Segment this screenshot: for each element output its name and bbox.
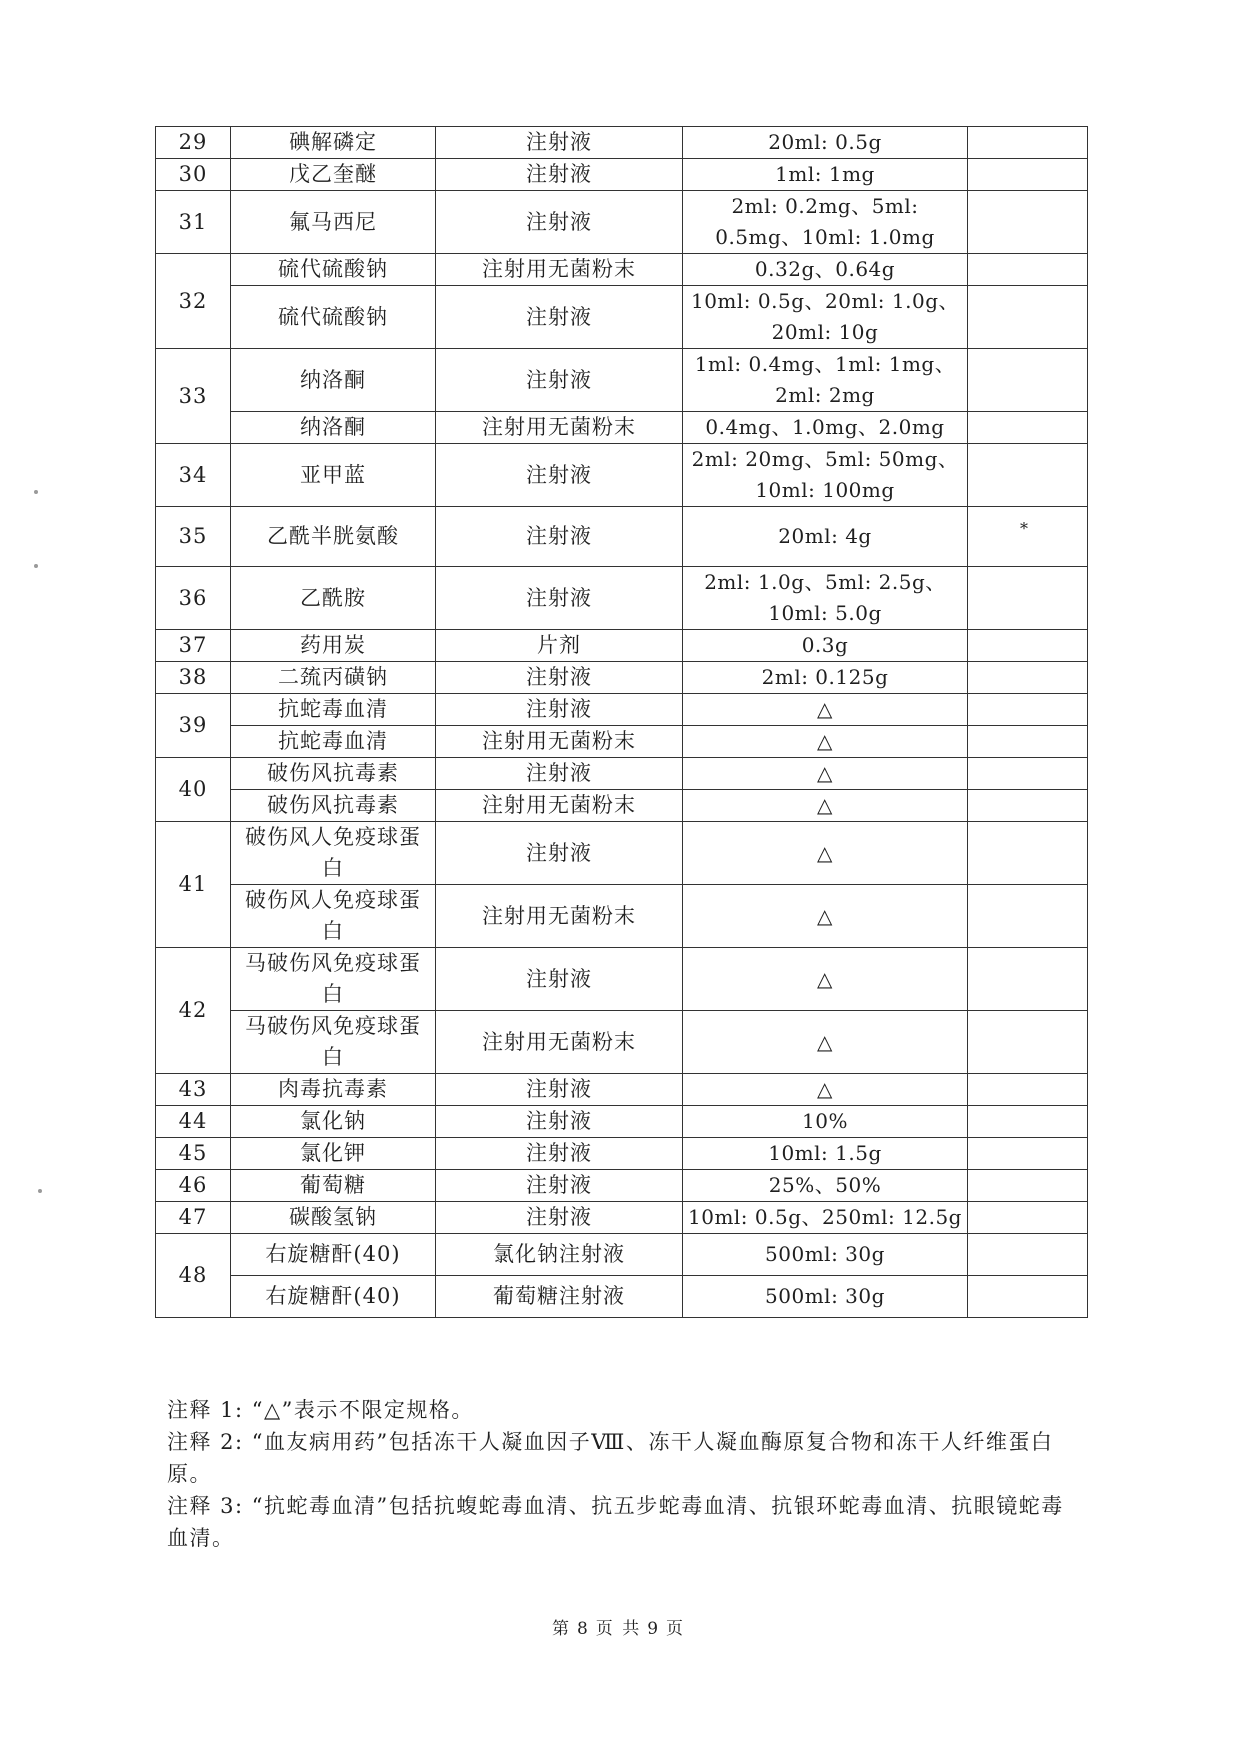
row-number: 34 [156,444,231,507]
remark [968,349,1088,412]
specification: 10ml: 1.5g [683,1138,968,1170]
row-number: 41 [156,822,231,948]
row-number: 33 [156,349,231,444]
notes-section [167,1394,1077,1554]
dosage-form: 注射用无菌粉末 [436,885,683,948]
remark [968,127,1088,159]
remark [968,1170,1088,1202]
dosage-form: 注射液 [436,444,683,507]
drug-name: 药用炭 [231,630,436,662]
drug-name: 抗蛇毒血清 [231,726,436,758]
remark [968,630,1088,662]
table-row [156,885,1088,948]
drug-name: 破伤风抗毒素 [231,790,436,822]
specification: 2ml: 1.0g、5ml: 2.5g、10ml: 5.0g [683,567,968,630]
dosage-form: 注射液 [436,567,683,630]
table-row [156,567,1088,630]
drug-name: 碳酸氢钠 [231,1202,436,1234]
specification: 2ml: 20mg、5ml: 50mg、10ml: 100mg [683,444,968,507]
row-number: 36 [156,567,231,630]
row-number: 43 [156,1074,231,1106]
table-row [156,159,1088,191]
drug-table [155,126,1088,1318]
drug-name: 氟马西尼 [231,191,436,254]
specification: 0.4mg、1.0mg、2.0mg [683,412,968,444]
table-row [156,1202,1088,1234]
scan-dot [38,1189,42,1193]
row-number: 29 [156,127,231,159]
drug-name: 右旋糖酐(40) [231,1276,436,1318]
specification: 1ml: 1mg [683,159,968,191]
table-row [156,191,1088,254]
drug-name: 纳洛酮 [231,412,436,444]
row-number: 38 [156,662,231,694]
table-row [156,412,1088,444]
specification: △ [683,694,968,726]
drug-name: 亚甲蓝 [231,444,436,507]
footer-middle: 页 共 [595,1619,642,1639]
scan-dot [34,490,38,494]
remark [968,1202,1088,1234]
remark [968,159,1088,191]
remark [968,948,1088,1011]
specification: 1ml: 0.4mg、1ml: 1mg、2ml: 2mg [683,349,968,412]
dosage-form: 注射液 [436,822,683,885]
footer-total-pages: 9 [647,1619,661,1639]
row-number: 47 [156,1202,231,1234]
drug-name: 抗蛇毒血清 [231,694,436,726]
drug-name: 破伤风人免疫球蛋白 [231,822,436,885]
drug-name: 纳洛酮 [231,349,436,412]
dosage-form: 注射液 [436,1202,683,1234]
dosage-form: 注射液 [436,507,683,567]
remark [968,726,1088,758]
scan-dot [34,564,38,568]
drug-name: 硫代硫酸钠 [231,286,436,349]
remark [968,790,1088,822]
note-3: 注释 3: “抗蛇毒血清”包括抗蝮蛇毒血清、抗五步蛇毒血清、抗银环蛇毒血清、抗眼镜蛇毒血清。 [167,1494,1064,1550]
table-row [156,726,1088,758]
drug-name: 葡萄糖 [231,1170,436,1202]
row-number: 42 [156,948,231,1074]
dosage-form: 注射液 [436,694,683,726]
table-row [156,1011,1088,1074]
table-row [156,1106,1088,1138]
table-row [156,254,1088,286]
table-row [156,790,1088,822]
dosage-form: 注射液 [436,349,683,412]
dosage-form: 注射液 [436,1170,683,1202]
dosage-form: 注射液 [436,758,683,790]
dosage-form: 注射液 [436,1106,683,1138]
row-number: 30 [156,159,231,191]
specification: △ [683,758,968,790]
drug-name: 氯化钾 [231,1138,436,1170]
row-number: 48 [156,1234,231,1318]
drug-name: 氯化钠 [231,1106,436,1138]
drug-name: 硫代硫酸钠 [231,254,436,286]
specification: △ [683,1074,968,1106]
note-1: 注释 1: “△”表示不限定规格。 [167,1398,474,1422]
row-number: 40 [156,758,231,822]
table-row [156,694,1088,726]
dosage-form: 注射液 [436,191,683,254]
specification: 10% [683,1106,968,1138]
remark [968,286,1088,349]
drug-name: 碘解磷定 [231,127,436,159]
remark [968,191,1088,254]
table-row [156,662,1088,694]
table-row [156,630,1088,662]
row-number: 39 [156,694,231,758]
specification: △ [683,822,968,885]
table-row [156,1276,1088,1318]
dosage-form: 注射用无菌粉末 [436,254,683,286]
row-number: 45 [156,1138,231,1170]
table-row [156,1234,1088,1276]
dosage-form: 注射液 [436,159,683,191]
specification: 20ml: 0.5g [683,127,968,159]
dosage-form: 葡萄糖注射液 [436,1276,683,1318]
drug-name: 肉毒抗毒素 [231,1074,436,1106]
table-row [156,758,1088,790]
specification: △ [683,885,968,948]
specification: △ [683,948,968,1011]
row-number: 32 [156,254,231,349]
table-row [156,286,1088,349]
dosage-form: 片剂 [436,630,683,662]
table-row [156,444,1088,507]
specification: △ [683,726,968,758]
table-row [156,1074,1088,1106]
specification: 25%、50% [683,1170,968,1202]
table-row [156,349,1088,412]
footer-page-number: 8 [576,1619,590,1639]
remark [968,822,1088,885]
remark [968,1074,1088,1106]
specification: 500ml: 30g [683,1276,968,1318]
dosage-form: 注射液 [436,948,683,1011]
dosage-form: 注射液 [436,662,683,694]
dosage-form: 注射用无菌粉末 [436,790,683,822]
drug-name: 乙酰半胱氨酸 [231,507,436,567]
drug-name: 马破伤风免疫球蛋白 [231,1011,436,1074]
table-row [156,507,1088,567]
drug-name: 破伤风人免疫球蛋白 [231,885,436,948]
drug-name: 戊乙奎醚 [231,159,436,191]
specification: 2ml: 0.125g [683,662,968,694]
footer-suffix: 页 [666,1619,686,1639]
remark [968,694,1088,726]
specification: 500ml: 30g [683,1234,968,1276]
dosage-form: 注射液 [436,1138,683,1170]
specification: 10ml: 0.5g、20ml: 1.0g、20ml: 10g [683,286,968,349]
specification: 0.32g、0.64g [683,254,968,286]
dosage-form: 注射液 [436,286,683,349]
specification: △ [683,790,968,822]
dosage-form: 氯化钠注射液 [436,1234,683,1276]
row-number: 44 [156,1106,231,1138]
drug-name: 马破伤风免疫球蛋白 [231,948,436,1011]
row-number: 46 [156,1170,231,1202]
specification: 10ml: 0.5g、250ml: 12.5g [683,1202,968,1234]
specification: 20ml: 4g [683,507,968,567]
drug-name: 乙酰胺 [231,567,436,630]
dosage-form: 注射液 [436,1074,683,1106]
table-row [156,1170,1088,1202]
remark-mark: * [1020,519,1029,538]
page-footer [0,1614,1237,1639]
remark [968,412,1088,444]
footer-prefix: 第 [551,1619,571,1639]
note-2: 注释 2: “血友病用药”包括冻干人凝血因子Ⅷ、冻干人凝血酶原复合物和冻干人纤维蛋白原。 [167,1430,1054,1486]
table-row [156,1138,1088,1170]
remark [968,1106,1088,1138]
remark [968,1234,1088,1276]
remark [968,885,1088,948]
remark [968,1011,1088,1074]
remark [968,507,1088,567]
dosage-form: 注射液 [436,127,683,159]
remark [968,444,1088,507]
remark [968,1138,1088,1170]
dosage-form: 注射用无菌粉末 [436,412,683,444]
remark [968,254,1088,286]
remark [968,758,1088,790]
row-number: 37 [156,630,231,662]
table-row [156,948,1088,1011]
row-number: 35 [156,507,231,567]
table-row [156,822,1088,885]
row-number: 31 [156,191,231,254]
remark [968,662,1088,694]
remark [968,567,1088,630]
specification: 2ml: 0.2mg、5ml: 0.5mg、10ml: 1.0mg [683,191,968,254]
dosage-form: 注射用无菌粉末 [436,1011,683,1074]
remark [968,1276,1088,1318]
specification: 0.3g [683,630,968,662]
drug-name: 二巯丙磺钠 [231,662,436,694]
drug-table-body [156,127,1088,1318]
dosage-form: 注射用无菌粉末 [436,726,683,758]
specification: △ [683,1011,968,1074]
drug-name: 破伤风抗毒素 [231,758,436,790]
drug-name: 右旋糖酐(40) [231,1234,436,1276]
table-row [156,127,1088,159]
